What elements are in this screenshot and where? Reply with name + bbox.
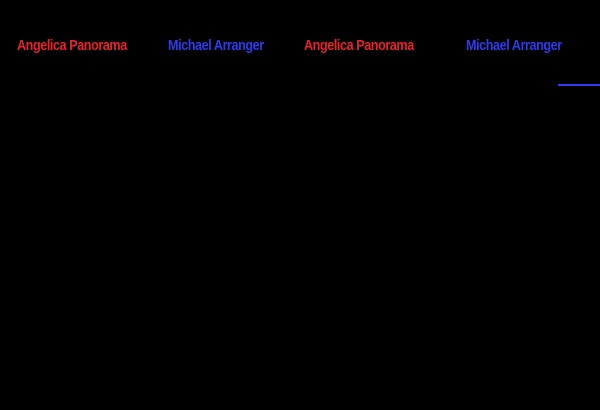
- ticker-label-blue-2: Michael Arranger: [466, 37, 562, 54]
- ticker-label-blue-1: Michael Arranger: [168, 37, 264, 54]
- ticker-row: [0, 38, 600, 56]
- ticker-label-red-1: Angelica Panorama: [17, 37, 127, 54]
- trailing-line: [558, 84, 600, 86]
- ticker-label-red-2: Angelica Panorama: [304, 37, 414, 54]
